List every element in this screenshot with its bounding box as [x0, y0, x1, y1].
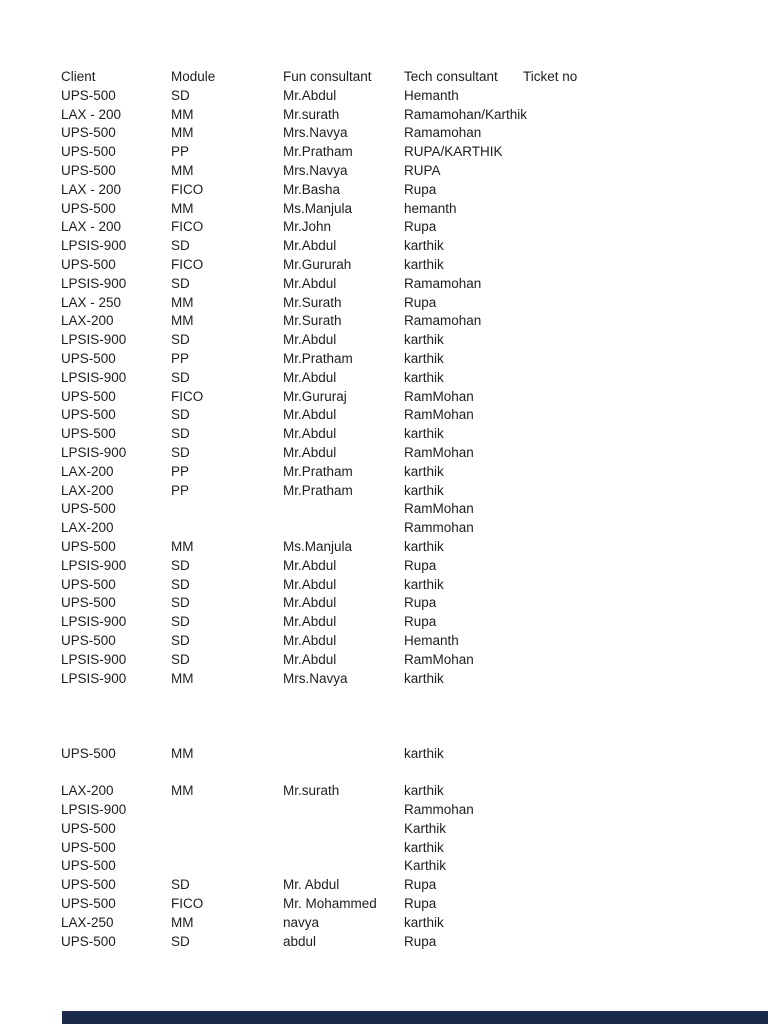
table-cell: UPS-500: [61, 896, 116, 912]
table-cell: [523, 463, 633, 482]
table-cell: [171, 857, 283, 876]
table-cell: [523, 745, 633, 764]
table-cell: Mr.Surath: [283, 313, 342, 329]
empty-row: [61, 763, 633, 782]
table-row: [61, 933, 633, 952]
table-cell: Rupa: [404, 557, 437, 573]
table-cell: UPS-500: [61, 595, 116, 611]
table-cell: RamMohan: [404, 388, 474, 404]
table-body: [61, 87, 633, 952]
table-cell: [404, 726, 523, 745]
table-cell: karthik: [404, 426, 444, 442]
table-cell: [523, 369, 633, 388]
table-cell: karthik: [404, 745, 444, 761]
table-cell: Rupa: [404, 595, 437, 611]
table-cell: [523, 876, 633, 895]
table-cell: Ms.Manjula: [283, 200, 353, 216]
table-cell: [61, 707, 171, 726]
table-cell: Mr.Abdul: [283, 275, 337, 291]
table-row: [61, 200, 633, 219]
table-row: [61, 406, 633, 425]
table-cell: Rupa: [404, 219, 437, 235]
table-cell: [283, 707, 404, 726]
table-cell: UPS-500: [61, 858, 116, 874]
table-cell: [283, 801, 404, 820]
table-cell: LPSIS-900: [61, 444, 127, 460]
table-cell: Mr.Gururah: [283, 256, 352, 272]
table-cell: Mr.Abdul: [283, 444, 337, 460]
table-row: [61, 801, 633, 820]
table-row: [61, 782, 633, 801]
table-row: [61, 557, 633, 576]
table-row: [61, 294, 633, 313]
table-cell: [523, 425, 633, 444]
table-cell: SD: [171, 407, 190, 423]
table-cell: UPS-500: [61, 877, 116, 893]
table-cell: [523, 839, 633, 858]
column-header: Ticket no: [523, 69, 578, 84]
table-cell: [523, 350, 633, 369]
table-cell: LAX - 200: [61, 106, 122, 122]
table-cell: karthik: [404, 783, 444, 799]
table-cell: LPSIS-900: [61, 557, 127, 573]
table-cell: SD: [171, 933, 190, 949]
table-row: [61, 181, 633, 200]
table-row: [61, 576, 633, 595]
table-row: [61, 369, 633, 388]
table-cell: [404, 763, 523, 782]
table-row: [61, 275, 633, 294]
column-header: Tech consultant: [404, 69, 498, 84]
table-cell: [523, 632, 633, 651]
table-cell: LAX-200: [61, 463, 114, 479]
table-cell: [523, 801, 633, 820]
table-cell: [523, 782, 633, 801]
consultant-assignment-table: [61, 68, 633, 951]
table-cell: Rupa: [404, 614, 437, 630]
table-cell: [283, 763, 404, 782]
table-cell: LAX-250: [61, 914, 114, 930]
table-cell: FICO: [171, 896, 204, 912]
table-cell: [523, 312, 633, 331]
table-cell: UPS-500: [61, 200, 116, 216]
table-row: [61, 482, 633, 501]
table-row: [61, 670, 633, 689]
table-cell: MM: [171, 162, 194, 178]
table-cell: [523, 406, 633, 425]
table-cell: FICO: [171, 219, 204, 235]
table-cell: LPSIS-900: [61, 369, 127, 385]
table-cell: SD: [171, 877, 190, 893]
table-cell: Mr.Abdul: [283, 576, 337, 592]
table-cell: PP: [171, 482, 190, 498]
table-cell: [523, 294, 633, 313]
column-header: Fun consultant: [283, 69, 372, 84]
table-cell: Ramamohan/Karthik: [404, 106, 528, 122]
table-cell: UPS-500: [61, 745, 116, 761]
table-cell: Mr.surath: [283, 106, 340, 122]
table-row: [61, 839, 633, 858]
table-cell: Mr.Abdul: [283, 651, 337, 667]
table-cell: [171, 500, 283, 519]
table-cell: MM: [171, 313, 194, 329]
table-cell: UPS-500: [61, 87, 116, 103]
table-cell: UPS-500: [61, 538, 116, 554]
table-cell: LPSIS-900: [61, 332, 127, 348]
table-cell: [61, 726, 171, 745]
table-cell: UPS-500: [61, 632, 116, 648]
table-row: [61, 444, 633, 463]
table-cell: LAX-200: [61, 520, 114, 536]
table-cell: [523, 857, 633, 876]
table-row: [61, 651, 633, 670]
table-cell: Mrs.Navya: [283, 125, 348, 141]
table-cell: Rupa: [404, 896, 437, 912]
table-cell: Mr.Abdul: [283, 87, 337, 103]
table-cell: MM: [171, 783, 194, 799]
table-cell: MM: [171, 914, 194, 930]
table-cell: [523, 237, 633, 256]
table-cell: SD: [171, 632, 190, 648]
table-cell: [523, 482, 633, 501]
table-cell: [523, 933, 633, 952]
table-cell: karthik: [404, 238, 444, 254]
column-header: Client: [61, 69, 96, 84]
table-cell: UPS-500: [61, 576, 116, 592]
table-cell: karthik: [404, 576, 444, 592]
table-cell: karthik: [404, 256, 444, 272]
table-cell: RUPA/KARTHIK: [404, 144, 503, 160]
table-cell: RamMohan: [404, 444, 474, 460]
table-cell: [523, 331, 633, 350]
table-cell: UPS-500: [61, 350, 116, 366]
table-row: [61, 256, 633, 275]
table-row: [61, 632, 633, 651]
table-header-row: [61, 68, 633, 87]
table-cell: [523, 820, 633, 839]
table-cell: SD: [171, 651, 190, 667]
table-cell: [523, 162, 633, 181]
table-row: [61, 914, 633, 933]
table-cell: LAX-200: [61, 783, 114, 799]
table-cell: [283, 688, 404, 707]
table-cell: PP: [171, 463, 190, 479]
table-cell: Hemanth: [404, 87, 459, 103]
table-cell: Rupa: [404, 877, 437, 893]
table-row: [61, 519, 633, 538]
empty-row: [61, 707, 633, 726]
table-cell: Karthik: [404, 858, 447, 874]
table-cell: MM: [171, 745, 194, 761]
column-header: Module: [171, 69, 216, 84]
table-cell: [171, 801, 283, 820]
table-cell: [523, 500, 633, 519]
table-cell: UPS-500: [61, 839, 116, 855]
table-cell: SD: [171, 369, 190, 385]
table-cell: karthik: [404, 839, 444, 855]
table-cell: [523, 763, 633, 782]
table-cell: [283, 820, 404, 839]
table-cell: LAX - 200: [61, 219, 122, 235]
table-cell: [523, 726, 633, 745]
table-cell: SD: [171, 595, 190, 611]
table-cell: karthik: [404, 670, 444, 686]
table-cell: UPS-500: [61, 426, 116, 442]
table-row: [61, 820, 633, 839]
table-cell: [404, 688, 523, 707]
table-cell: Mr.Abdul: [283, 595, 337, 611]
table-cell: Mr.Abdul: [283, 407, 337, 423]
table-cell: Rupa: [404, 294, 437, 310]
table-cell: Mr.surath: [283, 783, 340, 799]
table-cell: [171, 839, 283, 858]
table-cell: LPSIS-900: [61, 275, 127, 291]
table-cell: [523, 538, 633, 557]
table-cell: Karthik: [404, 820, 447, 836]
table-cell: LAX-200: [61, 482, 114, 498]
table-row: [61, 876, 633, 895]
table-cell: [283, 857, 404, 876]
table-cell: [523, 200, 633, 219]
table-cell: UPS-500: [61, 388, 116, 404]
table-row: [61, 218, 633, 237]
table-cell: LPSIS-900: [61, 651, 127, 667]
table-cell: Rupa: [404, 933, 437, 949]
table-cell: [523, 895, 633, 914]
table-cell: MM: [171, 106, 194, 122]
table-cell: SD: [171, 557, 190, 573]
table-row: [61, 500, 633, 519]
table-cell: [523, 181, 633, 200]
table-cell: [523, 256, 633, 275]
table-cell: Rammohan: [404, 520, 474, 536]
table-cell: RamMohan: [404, 407, 474, 423]
table-cell: SD: [171, 238, 190, 254]
table-cell: UPS-500: [61, 407, 116, 423]
table-cell: [171, 820, 283, 839]
table-cell: Mr.Pratham: [283, 463, 353, 479]
table-row: [61, 162, 633, 181]
table-cell: abdul: [283, 933, 317, 949]
table-cell: [171, 726, 283, 745]
table-row: [61, 613, 633, 632]
table-cell: [523, 106, 633, 125]
table-row: [61, 87, 633, 106]
table-cell: hemanth: [404, 200, 457, 216]
table-cell: [523, 594, 633, 613]
table-cell: FICO: [171, 256, 204, 272]
table-cell: MM: [171, 670, 194, 686]
table-row: [61, 331, 633, 350]
table-cell: UPS-500: [61, 933, 116, 949]
table-cell: [523, 688, 633, 707]
table-cell: UPS-500: [61, 501, 116, 517]
table-cell: PP: [171, 144, 190, 160]
table-cell: Mr.Abdul: [283, 332, 337, 348]
table-cell: Mr.Abdul: [283, 369, 337, 385]
table-cell: Rammohan: [404, 802, 474, 818]
table-cell: [523, 275, 633, 294]
table-cell: [523, 519, 633, 538]
table-cell: FICO: [171, 181, 204, 197]
table-cell: [61, 688, 171, 707]
table-cell: [523, 557, 633, 576]
table-row: [61, 124, 633, 143]
table-cell: PP: [171, 350, 190, 366]
table-cell: Mr.Pratham: [283, 482, 353, 498]
table-cell: SD: [171, 275, 190, 291]
table-cell: SD: [171, 614, 190, 630]
table-cell: [171, 763, 283, 782]
empty-row: [61, 726, 633, 745]
table-row: [61, 857, 633, 876]
empty-row: [61, 688, 633, 707]
table-cell: LPSIS-900: [61, 802, 127, 818]
table-cell: [523, 576, 633, 595]
table-row: [61, 350, 633, 369]
table-cell: Mrs.Navya: [283, 162, 348, 178]
table-cell: [171, 707, 283, 726]
table-row: [61, 106, 633, 125]
table-row: [61, 388, 633, 407]
table-cell: [171, 688, 283, 707]
table-cell: Hemanth: [404, 632, 459, 648]
table-cell: MM: [171, 125, 194, 141]
table-cell: navya: [283, 914, 320, 930]
table-cell: Mr.Gururaj: [283, 388, 347, 404]
table-cell: Mr.Abdul: [283, 557, 337, 573]
table-cell: SD: [171, 426, 190, 442]
table-cell: Rupa: [404, 181, 437, 197]
table-cell: Mr.Abdul: [283, 614, 337, 630]
table-cell: Mr.Surath: [283, 294, 342, 310]
table-cell: Mrs.Navya: [283, 670, 348, 686]
table-cell: [523, 444, 633, 463]
table-cell: UPS-500: [61, 820, 116, 836]
table-cell: UPS-500: [61, 256, 116, 272]
table-cell: Mr.Pratham: [283, 144, 353, 160]
table-cell: [523, 651, 633, 670]
table-cell: [523, 218, 633, 237]
table-cell: [523, 707, 633, 726]
table-cell: Ramamohan: [404, 313, 482, 329]
table-cell: Ramamohan: [404, 275, 482, 291]
table-cell: [523, 388, 633, 407]
table-cell: Mr.Abdul: [283, 426, 337, 442]
table-cell: [283, 839, 404, 858]
table-cell: [283, 519, 404, 538]
table-cell: Mr.Abdul: [283, 238, 337, 254]
table-cell: [404, 707, 523, 726]
table-cell: karthik: [404, 350, 444, 366]
table-cell: SD: [171, 576, 190, 592]
table-cell: MM: [171, 200, 194, 216]
table-row: [61, 463, 633, 482]
table-cell: Ramamohan: [404, 125, 482, 141]
table-cell: SD: [171, 444, 190, 460]
table-cell: UPS-500: [61, 125, 116, 141]
table-cell: RamMohan: [404, 651, 474, 667]
table-cell: karthik: [404, 332, 444, 348]
table-cell: LAX - 200: [61, 181, 122, 197]
table-cell: LAX-200: [61, 313, 114, 329]
table-row: [61, 312, 633, 331]
viewer-footer-bar: [62, 1011, 768, 1024]
table-cell: [523, 613, 633, 632]
table-cell: LPSIS-900: [61, 670, 127, 686]
table-cell: [283, 500, 404, 519]
table-cell: karthik: [404, 482, 444, 498]
table-cell: karthik: [404, 369, 444, 385]
table-cell: LPSIS-900: [61, 238, 127, 254]
table-cell: Mr.John: [283, 219, 332, 235]
table-row: [61, 538, 633, 557]
table-cell: MM: [171, 294, 194, 310]
table-cell: FICO: [171, 388, 204, 404]
table-cell: [523, 143, 633, 162]
table-cell: Ms.Manjula: [283, 538, 353, 554]
table-cell: [283, 726, 404, 745]
table-cell: [171, 519, 283, 538]
table-cell: karthik: [404, 463, 444, 479]
table-cell: karthik: [404, 914, 444, 930]
table-cell: SD: [171, 87, 190, 103]
table-cell: [523, 670, 633, 689]
table-cell: LPSIS-900: [61, 614, 127, 630]
table-cell: [283, 745, 404, 764]
table-cell: [523, 87, 633, 106]
table-cell: Mr.Abdul: [283, 632, 337, 648]
table-cell: [523, 914, 633, 933]
table-cell: RUPA: [404, 162, 441, 178]
table-cell: LAX - 250: [61, 294, 122, 310]
table-row: [61, 143, 633, 162]
table-row: [61, 895, 633, 914]
table-row: [61, 237, 633, 256]
table-cell: RamMohan: [404, 501, 474, 517]
table-cell: Mr.Pratham: [283, 350, 353, 366]
table-row: [61, 594, 633, 613]
table-cell: MM: [171, 538, 194, 554]
table-cell: [61, 763, 171, 782]
table-cell: [523, 124, 633, 143]
table-cell: Mr. Abdul: [283, 877, 340, 893]
table-cell: karthik: [404, 538, 444, 554]
table-cell: UPS-500: [61, 162, 116, 178]
table-cell: UPS-500: [61, 144, 116, 160]
table-cell: Mr. Mohammed: [283, 896, 377, 912]
table-cell: SD: [171, 332, 190, 348]
table-cell: Mr.Basha: [283, 181, 341, 197]
table-row: [61, 745, 633, 764]
table-row: [61, 425, 633, 444]
